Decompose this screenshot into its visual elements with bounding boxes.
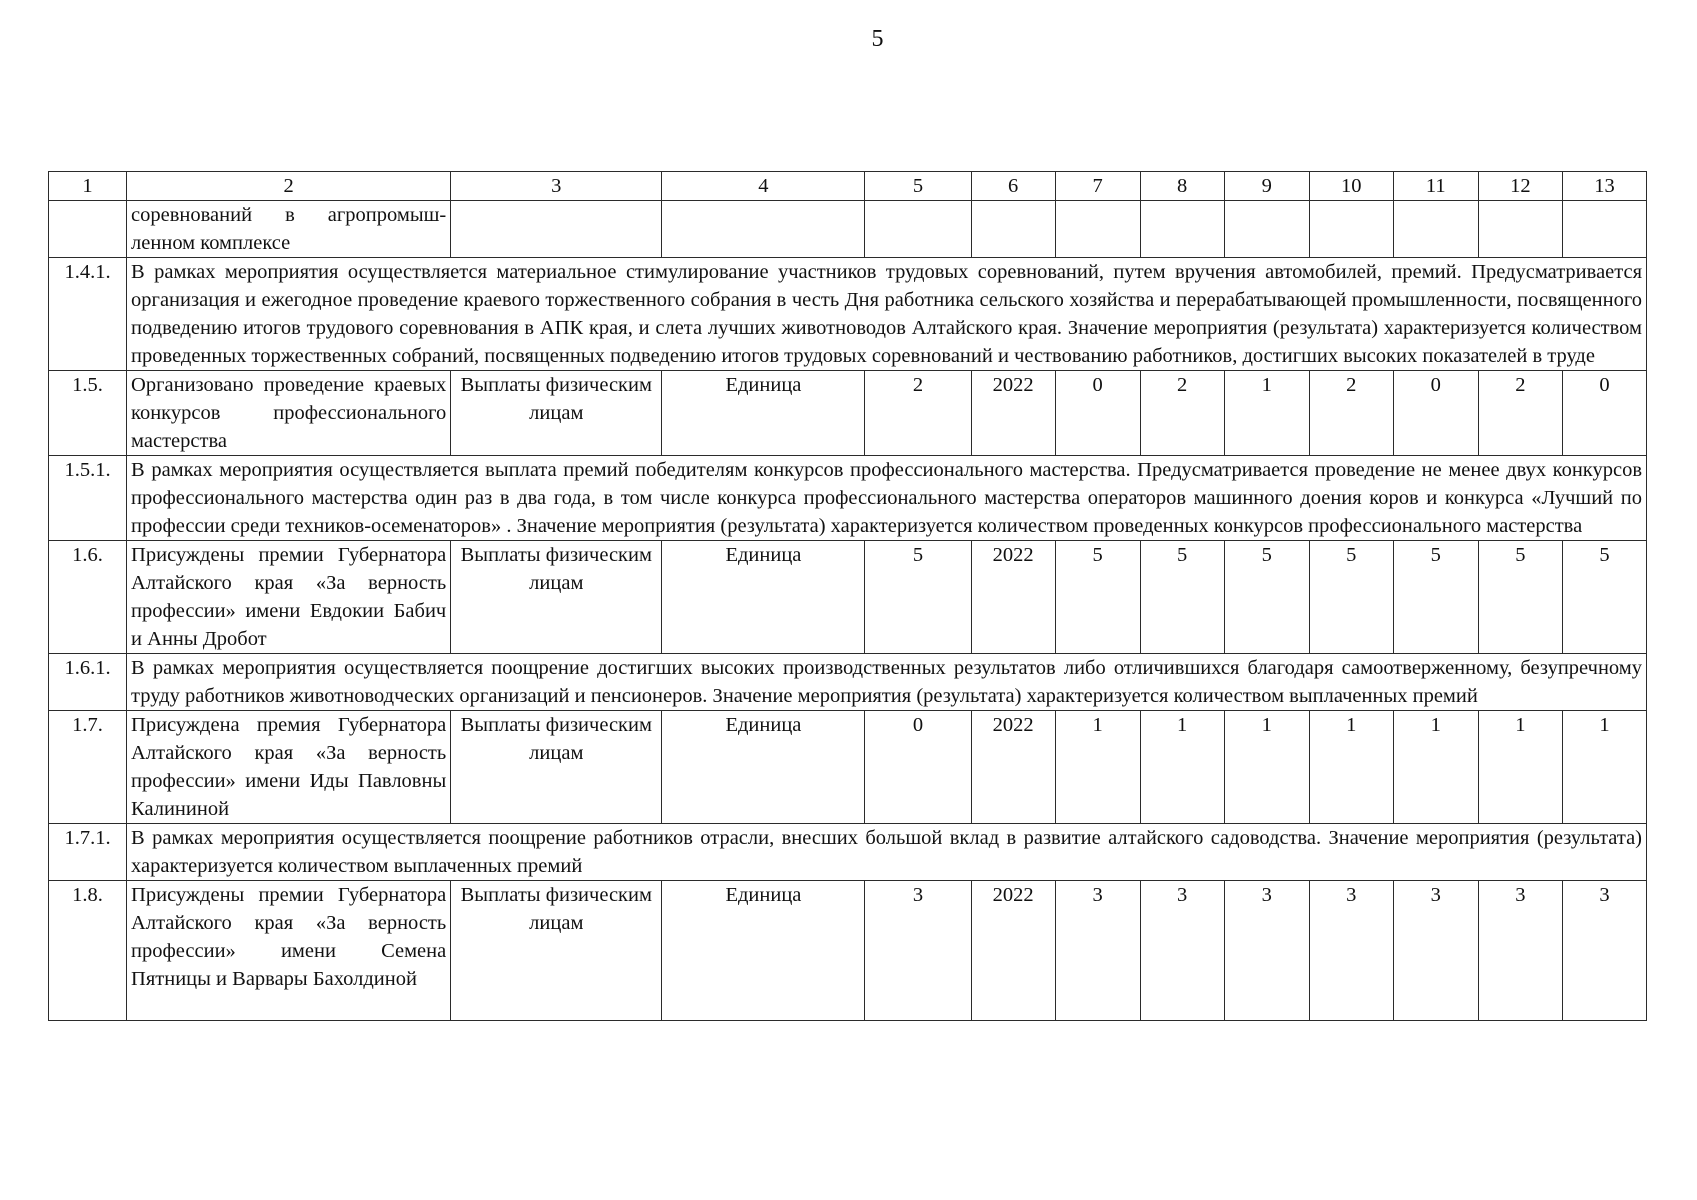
empty-cell <box>1478 201 1562 258</box>
empty-cell <box>1224 201 1309 258</box>
value-cell: 3 <box>1478 881 1562 1021</box>
description-row <box>49 654 1647 711</box>
value-cell: 2022 <box>971 541 1055 654</box>
page-number: 5 <box>871 26 884 52</box>
description-text: В рамках мероприятия осуществляется материальное стимулирование участников трудовых соревнований, путем вручения автомобилей, премий. Предусматривается организация и ежегодное проведение краевого торжественного собрания в честь Дня работника сельского хозяйства и перерабатывающей промышленности, посвященного подведению итогов трудового соревнования в АПК края, и слета лучших животноводов Алтайского края. Значение мероприятия (результата) характеризуется количеством проведенных торжественных собраний, посвященных подведению итогов трудовых соревнований и чествованию работников, достигших высоких показателей в труде <box>127 258 1647 371</box>
value-cell: 5 <box>1309 541 1393 654</box>
header-cell: 3 <box>451 172 662 201</box>
value-cell: 1 <box>1393 711 1478 824</box>
indicator-name: Присуждены премии Губернатора Алтайского края «За верность профессии» имени Семена Пятницы и Варвары Бахолдиной <box>127 881 451 1021</box>
header-cell: 2 <box>127 172 451 201</box>
value-cell: 1 <box>1478 711 1562 824</box>
description-text: В рамках мероприятия осуществляется поощрение достигших высоких производственных результатов либо отличившихся благодаря самоотверженному, безупречному труду работников животноводческих организаций и пенсионеров. Значение мероприятия (результата) характеризуется количеством выплаченных премий <box>127 654 1647 711</box>
value-cell: 0 <box>1393 371 1478 456</box>
value-cell: 2022 <box>971 371 1055 456</box>
column-number-header-row <box>49 172 1647 201</box>
value-cell: 3 <box>1562 881 1646 1021</box>
empty-cell <box>1562 201 1646 258</box>
empty-cell <box>1393 201 1478 258</box>
header-cell: 5 <box>865 172 971 201</box>
indicator-row <box>49 371 1647 456</box>
indicator-name: Присуждена премия Губернатора Алтайского края «За верность профессии» имени Иды Павловны Калининой <box>127 711 451 824</box>
value-cell: 2 <box>1478 371 1562 456</box>
header-cell: 10 <box>1309 172 1393 201</box>
indicator-name: Организовано проведение краевых конкурсов профессионального мастерства <box>127 371 451 456</box>
description-row <box>49 456 1647 541</box>
description-row <box>49 258 1647 371</box>
value-cell: 1 <box>1562 711 1646 824</box>
value-cell: 0 <box>1562 371 1646 456</box>
item-number: 1.8. <box>49 881 127 1021</box>
value-cell: 2022 <box>971 881 1055 1021</box>
unit-of-measure: Единица <box>662 711 865 824</box>
value-cell: 2 <box>1309 371 1393 456</box>
indicator-row <box>49 881 1647 1021</box>
header-cell: 13 <box>1562 172 1646 201</box>
value-cell: 3 <box>1224 881 1309 1021</box>
value-cell: 5 <box>1478 541 1562 654</box>
value-cell: 0 <box>865 711 971 824</box>
item-number: 1.6. <box>49 541 127 654</box>
empty-cell <box>1309 201 1393 258</box>
value-cell: 5 <box>1140 541 1224 654</box>
value-cell: 5 <box>1393 541 1478 654</box>
value-cell: 5 <box>1055 541 1140 654</box>
value-cell: 5 <box>1224 541 1309 654</box>
value-cell: 3 <box>1140 881 1224 1021</box>
expense-type: Выплаты физическим лицам <box>451 371 662 456</box>
empty-cell <box>865 201 971 258</box>
number-cell <box>49 201 127 258</box>
value-cell: 2022 <box>971 711 1055 824</box>
indicator-name: Присуждены премии Губернатора Алтайского края «За верность профессии» имени Евдокии Бабич и Анны Дробот <box>127 541 451 654</box>
value-cell: 3 <box>1055 881 1140 1021</box>
empty-cell <box>1140 201 1224 258</box>
expense-type: Выплаты физическим лицам <box>451 541 662 654</box>
header-cell: 6 <box>971 172 1055 201</box>
header-cell: 11 <box>1393 172 1478 201</box>
value-cell: 0 <box>1055 371 1140 456</box>
unit-of-measure: Единица <box>662 541 865 654</box>
header-cell: 1 <box>49 172 127 201</box>
expense-type: Выплаты физическим лицам <box>451 881 662 1021</box>
value-cell: 1 <box>1140 711 1224 824</box>
unit-of-measure: Единица <box>662 371 865 456</box>
item-number: 1.7. <box>49 711 127 824</box>
header-cell: 8 <box>1140 172 1224 201</box>
header-cell: 9 <box>1224 172 1309 201</box>
value-cell: 5 <box>865 541 971 654</box>
value-cell: 1 <box>1224 371 1309 456</box>
value-cell: 2 <box>865 371 971 456</box>
indicators-table <box>48 171 1647 1021</box>
continuation-row <box>49 201 1647 258</box>
name-cell: соревнований в агропромыш-ленном комплексе <box>127 201 451 258</box>
empty-cell <box>1055 201 1140 258</box>
item-number: 1.4.1. <box>49 258 127 371</box>
empty-cell <box>662 201 865 258</box>
value-cell: 3 <box>1309 881 1393 1021</box>
item-number: 1.6.1. <box>49 654 127 711</box>
value-cell: 3 <box>1393 881 1478 1021</box>
value-cell: 2 <box>1140 371 1224 456</box>
value-cell: 5 <box>1562 541 1646 654</box>
item-number: 1.7.1. <box>49 824 127 881</box>
item-number: 1.5.1. <box>49 456 127 541</box>
description-text: В рамках мероприятия осуществляется выплата премий победителям конкурсов профессионального мастерства. Предусматривается проведение не менее двух конкурсов профессионального мастерства один раз в два года, в том числе конкурса профессионального мастерства операторов машинного доения коров и конкурса «Лучший по профессии среди техников-осеменаторов» . Значение мероприятия (результата) характеризуется количеством проведенных конкурсов профессионального мастерства <box>127 456 1647 541</box>
value-cell: 1 <box>1224 711 1309 824</box>
header-cell: 7 <box>1055 172 1140 201</box>
indicator-row <box>49 711 1647 824</box>
expense-type: Выплаты физическим лицам <box>451 711 662 824</box>
unit-of-measure: Единица <box>662 881 865 1021</box>
empty-cell <box>971 201 1055 258</box>
description-row <box>49 824 1647 881</box>
value-cell: 3 <box>865 881 971 1021</box>
value-cell: 1 <box>1309 711 1393 824</box>
header-cell: 12 <box>1478 172 1562 201</box>
value-cell: 1 <box>1055 711 1140 824</box>
description-text: В рамках мероприятия осуществляется поощрение работников отрасли, внесших большой вклад в развитие алтайского садоводства. Значение мероприятия (результата) характеризуется количеством выплаченных премий <box>127 824 1647 881</box>
header-cell: 4 <box>662 172 865 201</box>
empty-cell <box>451 201 662 258</box>
indicator-row <box>49 541 1647 654</box>
item-number: 1.5. <box>49 371 127 456</box>
